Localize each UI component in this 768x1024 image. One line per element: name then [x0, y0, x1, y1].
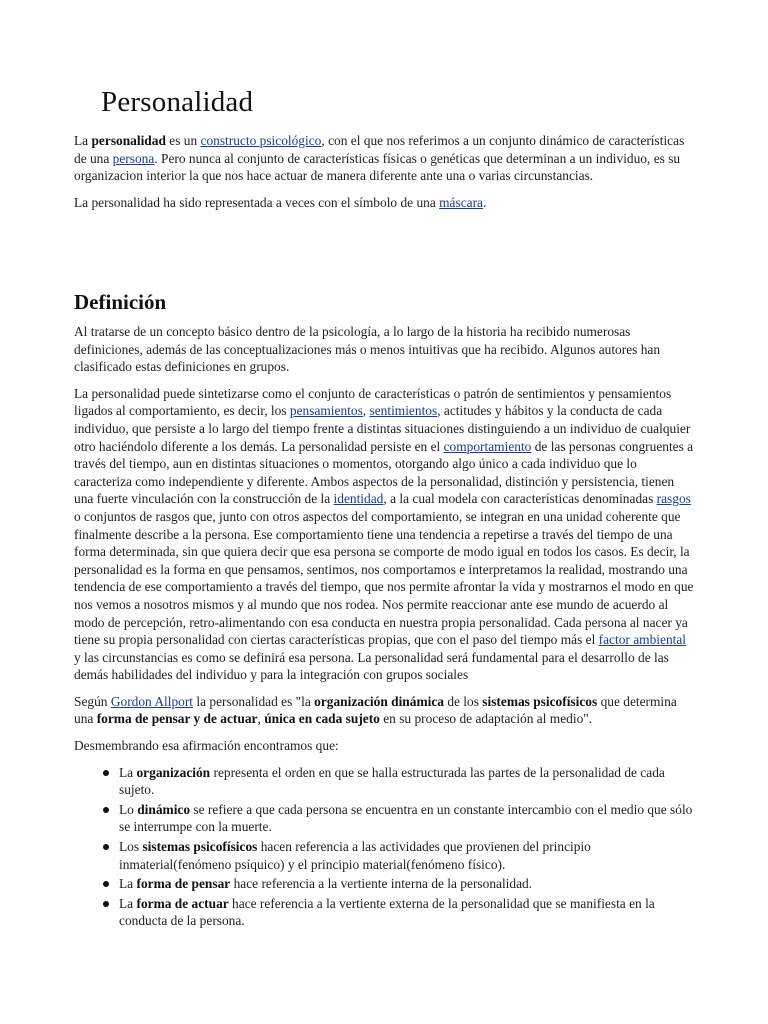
text-run: , con el que nos referimos a un conjunto dinámico de características de una	[74, 133, 685, 166]
text-run: . Pero nunca al conjunto de características físicas o genéticas que determinan a un individuo, es su organizacion interior la que nos hace actuar de manera diferente ante una o varias circunstancias.	[74, 150, 681, 184]
bold-term: forma de pensar	[136, 876, 231, 892]
text-run: La personalidad puede sintetizarse como el conjunto de características o patrón de sentimientos y pensamientos ligados al comportamiento, es decir, los	[74, 385, 672, 419]
text-run: de las personas congruentes a través del tiempo, aun en distintas situaciones o momentos, otorgando algo único a cada individuo que lo caracteriza como independiente y diferente. Ambos aspectos de la personalidad, distinción y persistencia, tienen una fuerte vinculación con la construcción de la	[74, 438, 694, 507]
list-item	[119, 838, 696, 873]
definicion-list	[74, 764, 696, 930]
text-run: , actitudes y hábitos y la conducta de cada individuo, que persiste a lo largo del tiempo frente a distintas situaciones distinguiendo a un individuo de cualquier otro haciéndolo diferente a los demás. La personalidad persiste en el	[74, 403, 691, 454]
bold-term: forma de actuar	[136, 895, 229, 911]
text-run: representa el orden en que se halla estructurada las partes de la personalidad de cada sujeto.	[119, 764, 665, 798]
intro-paragraph-1	[74, 132, 696, 185]
text-run: La	[119, 764, 137, 780]
link-mascara[interactable]: máscara	[439, 194, 484, 210]
definicion-paragraph-4	[74, 737, 696, 755]
text-run: hace referencia a la vertiente interna de la personalidad.	[230, 876, 533, 892]
page-title: Personalidad	[101, 86, 254, 118]
text-run: La	[74, 133, 92, 148]
link-comportamiento[interactable]: comportamiento	[443, 438, 532, 454]
text-run: y las circunstancias es como se definirá esa persona. La personalidad será fundamental para el desarrollo de las demás habilidades del individuo y para la integración con grupos sociales	[74, 649, 669, 683]
bold-term: organización dinámica	[314, 693, 444, 709]
definicion-paragraph-1	[74, 323, 696, 376]
text-run: , a la cual modela con características denominadas	[383, 491, 657, 507]
intro-section	[74, 132, 696, 220]
intro-paragraph-2	[74, 194, 696, 212]
text-run: La	[119, 895, 137, 911]
text-run: ,	[362, 403, 370, 419]
bold-term: forma de pensar y de actuar	[96, 711, 258, 727]
link-factor-ambiental[interactable]: factor ambiental	[598, 632, 687, 648]
text-run: hace referencia a la vertiente externa de la personalidad que se manifiesta en la conducta de la persona.	[119, 895, 655, 929]
text-run: Los	[119, 839, 143, 855]
list-item	[119, 801, 696, 836]
section-heading-definicion: Definición	[74, 290, 167, 314]
link-sentimientos[interactable]: sentimientos	[369, 403, 438, 419]
text-run: que determina una	[74, 693, 677, 727]
text-run: Lo	[119, 801, 138, 817]
definicion-section	[74, 323, 696, 932]
bold-term: dinámico	[137, 801, 191, 817]
bold-term: sistemas psicofísicos	[482, 693, 598, 709]
bold-term: única en cada sujeto	[264, 711, 380, 727]
text-run: en su proceso de adaptación al medio".	[379, 711, 593, 727]
link-persona[interactable]: persona	[112, 150, 155, 166]
text-run: Al tratarse de un concepto básico dentro de la psicología, a lo largo de la historia ha recibido numerosas definiciones, además de las conceptualizaciones más o menos intuitivas que ha recibido. Algunos autores han clasificado estas definiciones en grupos.	[74, 324, 661, 375]
text-run: se refiere a que cada persona se encuentra en un constante intercambio con el medio que sólo se interrumpe con la muerte.	[119, 801, 693, 835]
list-item	[119, 875, 696, 893]
text-run: Según	[74, 693, 111, 709]
link-gordon-allport[interactable]: Gordon Allport	[110, 693, 194, 709]
text-run: La	[119, 876, 137, 892]
definicion-paragraph-3	[74, 693, 696, 728]
link-identidad[interactable]: identidad	[333, 491, 384, 507]
text-run: ,	[257, 711, 265, 727]
link-rasgos[interactable]: rasgos	[656, 491, 691, 507]
list-item	[119, 895, 696, 930]
text-run: La personalidad ha sido representada a veces con el símbolo de una	[74, 194, 440, 210]
text-run: de los	[443, 693, 483, 709]
text-run: o conjuntos de rasgos que, junto con otros aspectos del comportamiento, se integran en una unidad coherente que finalmente describe a la persona. Ese comportamiento tiene una tendencia a repetirse a través del tiempo de una forma determinada, sin que quiera decir que esa persona se comporte de modo igual en todos los casos. Es decir, la personalidad es la forma en que pensamos, sentimos, nos comportamos e interpretamos la realidad, mostrando una tendencia de ese comportamiento a través del tiempo, que nos permite afrontar la vida y mostrarnos el modo en que nos vemos a nosotros mismos y al mundo que nos rodea. Nos permite reaccionar ante ese mundo de acuerdo al modo de percepción, retro-alimentando con esa conducta en nuestra propia personalidad. Cada persona al nacer ya tiene su propia personalidad con ciertas características propias, que con el paso del tiempo más el	[74, 508, 694, 648]
text-run: es un	[165, 133, 201, 148]
bold-term: sistemas psicofísicos	[142, 839, 258, 855]
bold-term: organización	[136, 764, 211, 780]
link-pensamientos[interactable]: pensamientos	[289, 403, 363, 419]
bold-term: personalidad	[91, 133, 166, 148]
text-run: hacen referencia a las actividades que provienen del principio inmaterial(fenómeno psíquico) y el principio material(fenómeno físico).	[119, 839, 591, 872]
link-constructo-psicologico[interactable]: constructo psicológico	[200, 133, 322, 148]
definicion-paragraph-2	[74, 385, 696, 684]
text-run: .	[483, 194, 487, 210]
text-run: Desmembrando esa afirmación encontramos que:	[74, 738, 339, 754]
text-run: la personalidad es "la	[193, 693, 315, 709]
list-item	[119, 764, 696, 799]
